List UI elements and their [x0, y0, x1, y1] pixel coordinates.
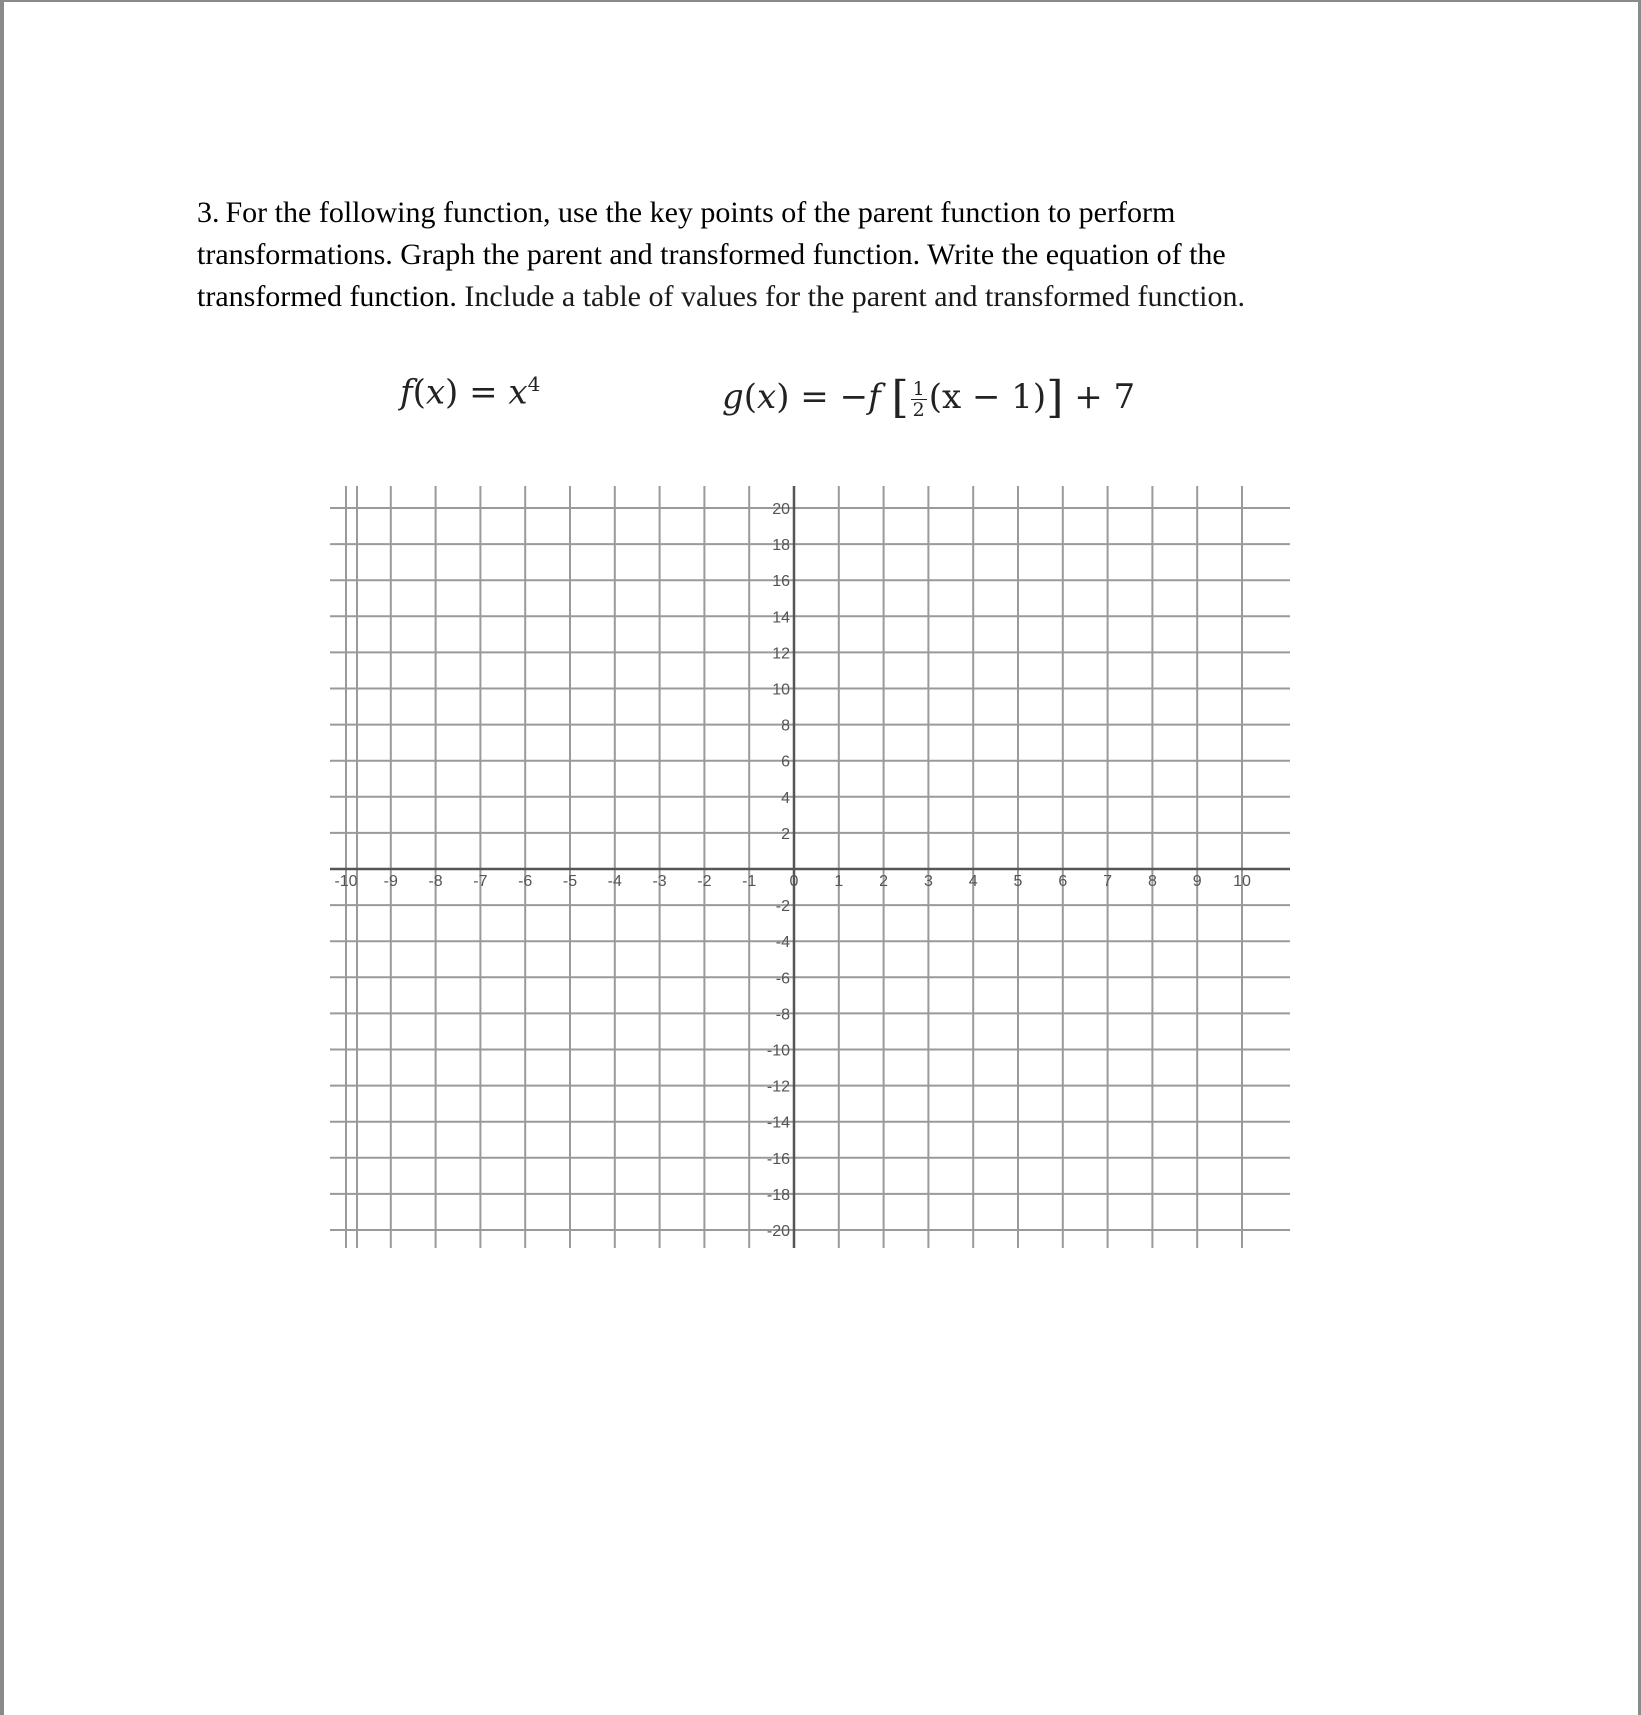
y-tick-label: -20: [766, 1223, 790, 1240]
transformed-outer-func: f: [868, 377, 881, 417]
x-tick-label: -10: [334, 873, 358, 890]
parent-func-var: x: [425, 372, 446, 413]
transformed-inner: (x − 1): [928, 377, 1047, 417]
x-tick-label: -3: [652, 873, 667, 890]
left-bracket: [: [891, 372, 909, 423]
x-tick-label: 10: [1233, 873, 1251, 890]
transformed-func-name: g: [722, 377, 744, 417]
y-tick-label: 4: [781, 789, 790, 807]
parent-func-base: x: [508, 372, 528, 413]
x-tick-label: 7: [1103, 873, 1113, 890]
y-tick-label: -6: [775, 970, 790, 988]
y-tick-label: 6: [781, 753, 790, 771]
transformed-constant: + 7: [1074, 377, 1136, 417]
y-tick-label: 2: [781, 825, 790, 843]
x-tick-label: -8: [428, 873, 443, 890]
x-tick-label: 0: [789, 873, 799, 890]
y-tick-label: 14: [772, 609, 790, 627]
y-tick-label: -18: [766, 1186, 790, 1204]
parent-function-equation: $f(x) = x^4$: [400, 372, 541, 413]
fraction-numerator: 1: [912, 377, 925, 400]
x-tick-label: 3: [923, 873, 933, 890]
problem-text-extra: Include a table of values for the parent and transformed function.: [464, 280, 1245, 313]
y-tick-label: 18: [772, 537, 790, 555]
y-tick-label: -12: [766, 1078, 790, 1096]
x-tick-label: 1: [834, 873, 844, 890]
transformed-func-var: x: [757, 377, 777, 417]
y-tick-label: -14: [766, 1114, 790, 1132]
y-tick-label: -16: [766, 1150, 790, 1168]
problem-text-main: For the following function, use the key points of the parent function to perform transformations. Graph the parent and transformed function. Write the equation of the transformed function.: [197, 196, 1226, 313]
x-tick-label: -5: [562, 873, 578, 890]
y-tick-label: 12: [772, 645, 790, 663]
y-tick-label: 16: [772, 573, 790, 591]
x-tick-label: 6: [1058, 873, 1068, 890]
x-tick-label: 2: [879, 873, 889, 890]
x-tick-label: -4: [607, 873, 622, 890]
x-tick-label: 8: [1147, 873, 1157, 890]
y-tick-label: 8: [781, 717, 790, 735]
x-tick-label: -9: [383, 873, 398, 890]
y-tick-label: -4: [775, 934, 790, 952]
x-tick-label: -2: [697, 873, 712, 890]
x-tick-label: 9: [1192, 873, 1202, 890]
question-number: 3.: [197, 196, 220, 229]
y-tick-label: 10: [772, 681, 790, 699]
x-tick-label: -1: [742, 873, 757, 890]
x-tick-label: 5: [1013, 873, 1023, 890]
y-tick-label: 20: [772, 501, 790, 518]
y-tick-label: -8: [775, 1006, 790, 1024]
x-tick-label: -7: [473, 873, 488, 890]
fraction-denominator: 2: [912, 398, 925, 421]
parent-func-exponent: 4: [527, 372, 541, 396]
y-tick-label: -10: [766, 1042, 790, 1060]
y-tick-label: -2: [775, 898, 790, 916]
x-tick-label: 4: [968, 873, 978, 890]
x-tick-label: -6: [518, 873, 533, 890]
parent-func-name: f: [400, 372, 413, 413]
transformed-function-equation: g(x) = −f [ $\frac{1}{2}$ (x − 1)] + 7: [722, 372, 1136, 423]
right-bracket: ]: [1046, 372, 1064, 423]
